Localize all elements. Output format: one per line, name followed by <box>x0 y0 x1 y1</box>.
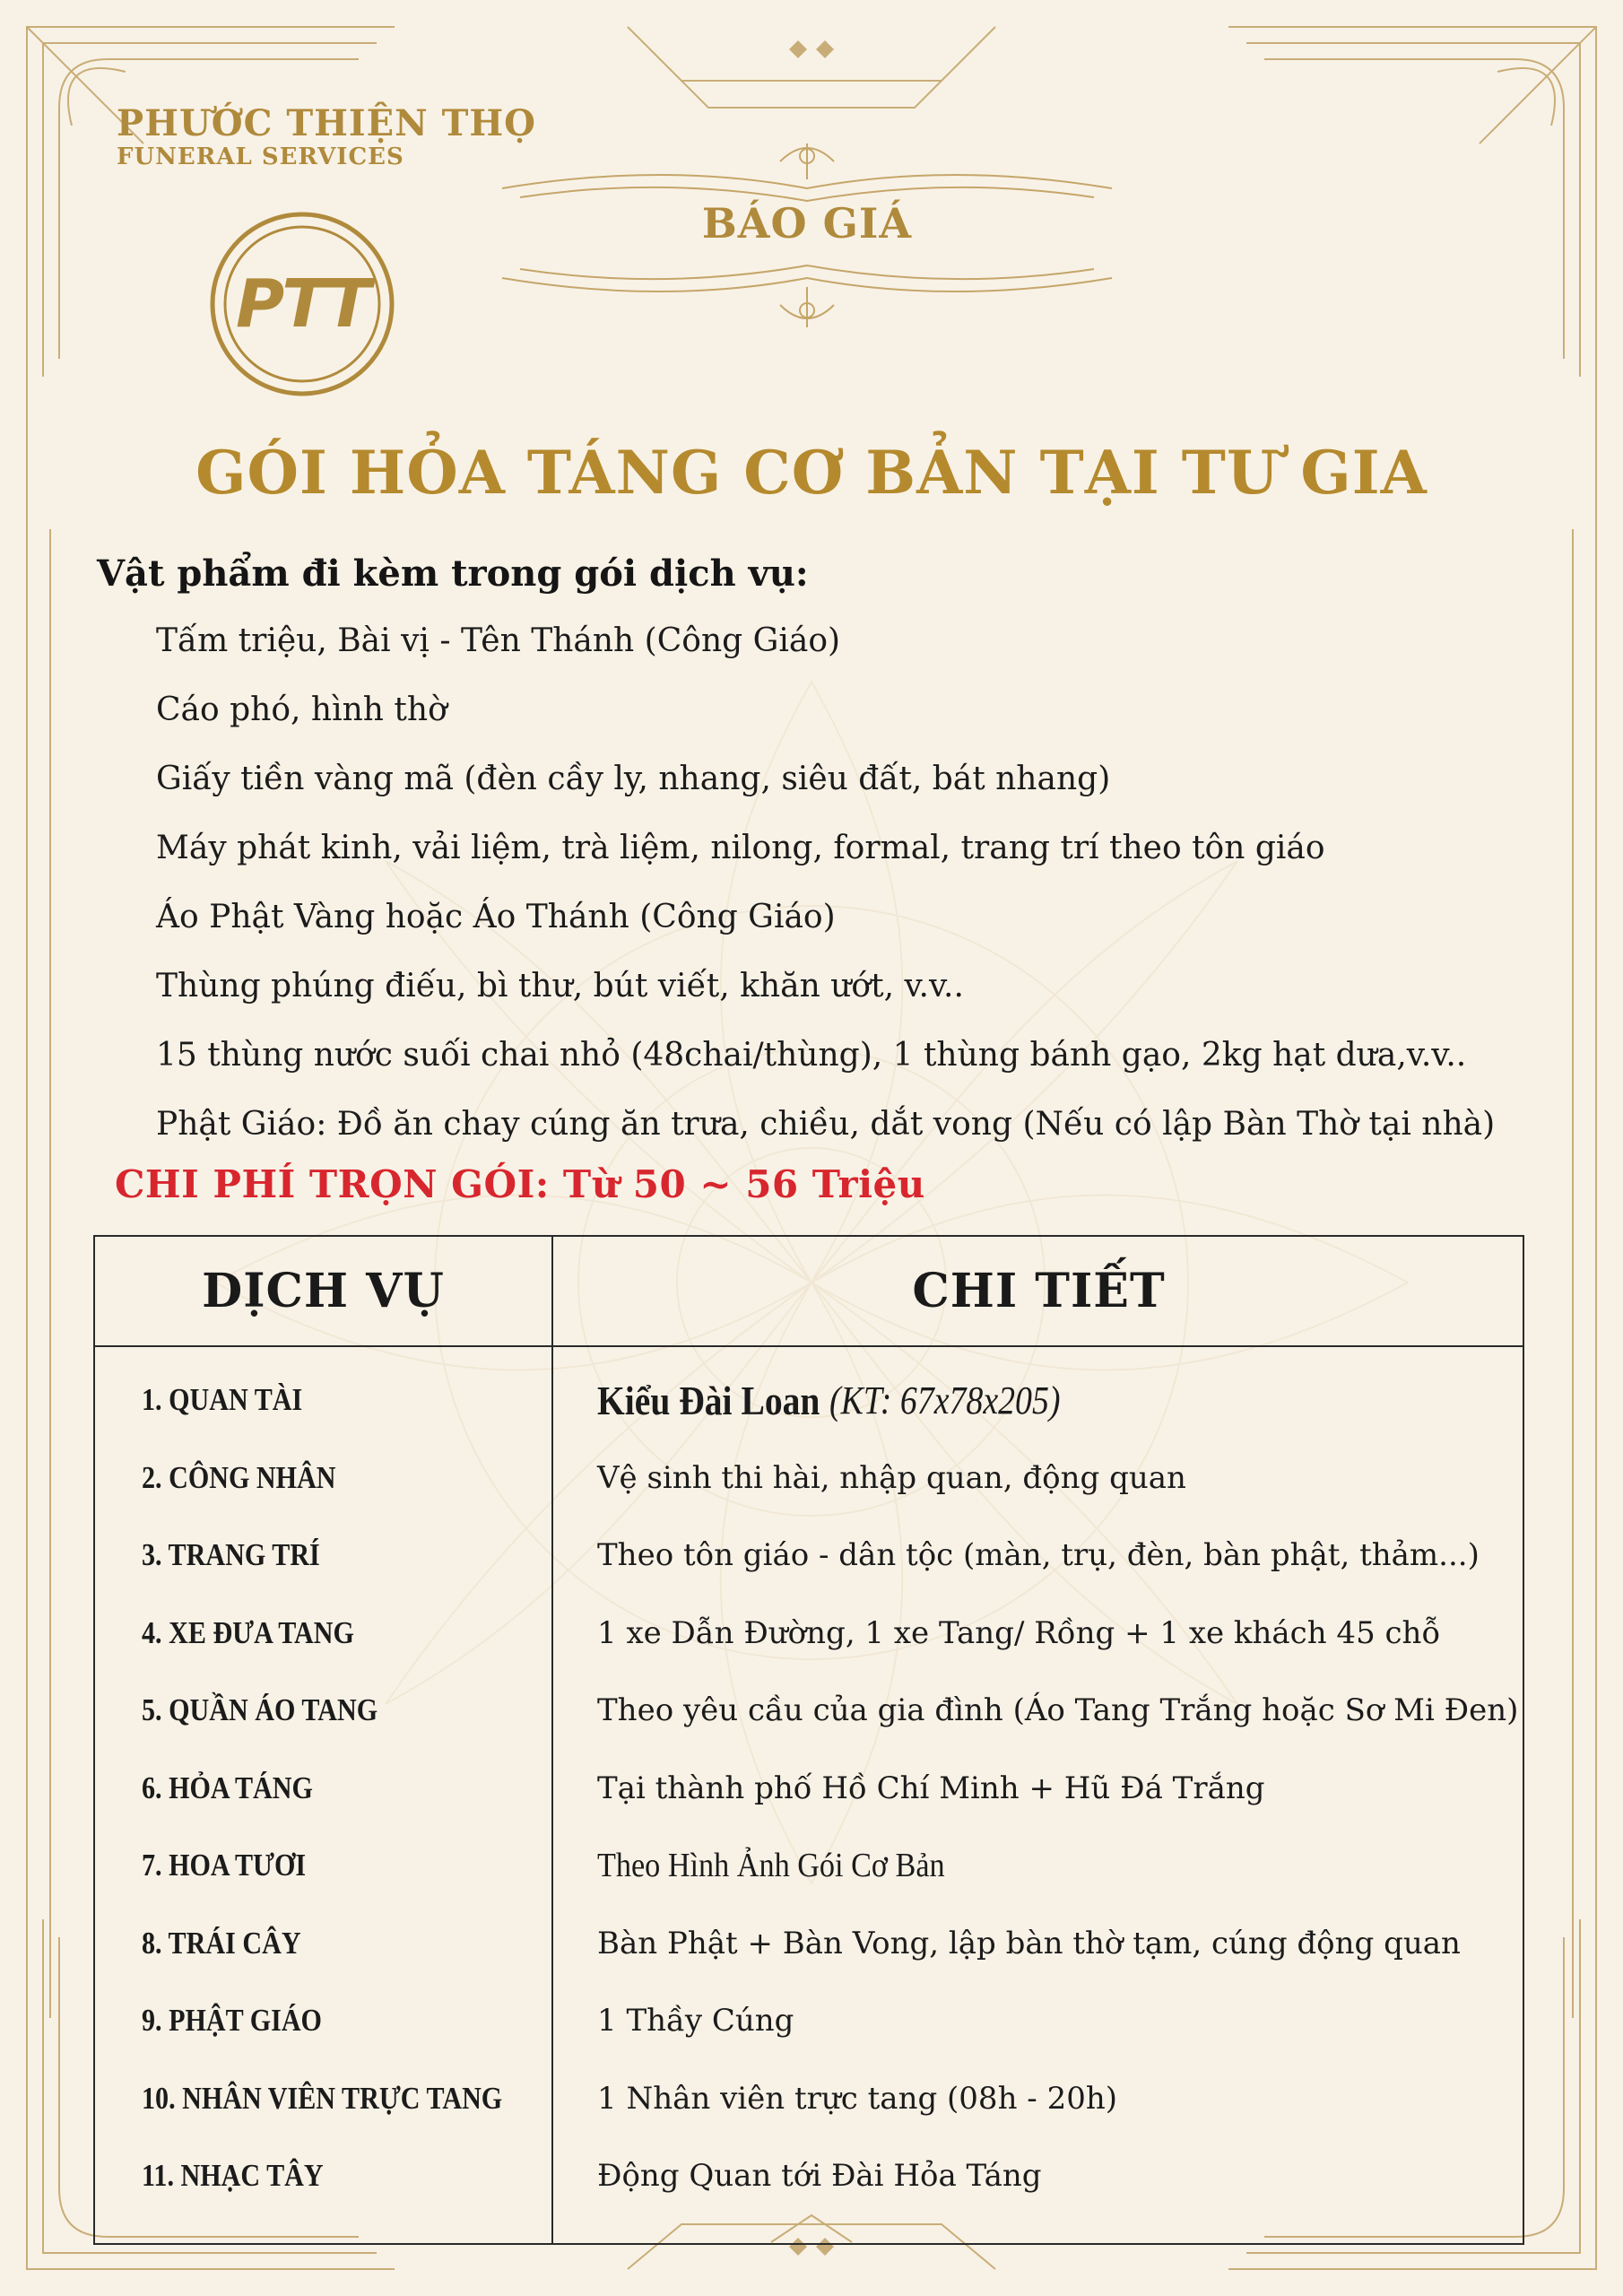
quote-title: BÁO GIÁ <box>701 199 913 248</box>
table-row <box>95 1526 1523 1605</box>
service-detail: Vệ sinh thi hài, nhập quan, động quan <box>597 1459 1186 1496</box>
service-name: 1. QUAN TÀI <box>142 1382 303 1417</box>
table-row <box>95 1760 1523 1838</box>
service-detail: Theo Hình Ảnh Gói Cơ Bản <box>597 1847 945 1884</box>
list-item: Máy phát kinh, vải liệm, trà liệm, nilong, formal, trang trí theo tôn giáo <box>156 830 1325 866</box>
company-logo <box>208 210 396 398</box>
service-detail: Theo yêu cầu của gia đình (Áo Tang Trắng hoặc Sơ Mi Đen) <box>597 1692 1519 1728</box>
service-detail <box>597 1371 1098 1429</box>
service-detail: 1 Thầy Cúng <box>597 2003 794 2039</box>
table-row <box>95 2070 1523 2148</box>
table-row <box>95 1682 1523 1760</box>
service-table <box>93 1235 1524 2245</box>
table-header-service: DỊCH VỤ <box>202 1264 445 1318</box>
table-row <box>95 1605 1523 1683</box>
list-item: 15 thùng nước suối chai nhỏ (48chai/thùng), 1 thùng bánh gạo, 2kg hạt dưa,v.v.. <box>156 1037 1467 1074</box>
package-price: CHI PHÍ TRỌN GÓI: Từ 50 ~ 56 Triệu <box>115 1162 925 1206</box>
service-detail: 1 xe Dẫn Đường, 1 xe Tang/ Rồng + 1 xe khách 45 chỗ <box>597 1614 1441 1651</box>
list-item: Giấy tiền vàng mã (đèn cầy ly, nhang, siêu đất, bát nhang) <box>156 761 1111 797</box>
list-item: Phật Giáo: Đồ ăn chay cúng ăn trưa, chiều, dắt vong (Nếu có lập Bàn Thờ tại nhà) <box>156 1106 1496 1143</box>
list-item: Tấm triệu, Bài vị - Tên Thánh (Công Giáo) <box>156 622 841 659</box>
service-name: 4. XE ĐƯA TANG <box>142 1614 354 1650</box>
service-name: 9. PHẬT GIÁO <box>142 2003 322 2038</box>
coffin-dimensions: (KT: 67x78x205) <box>829 1378 1061 1422</box>
table-row <box>95 1371 1523 1449</box>
logo-monogram: PTT <box>236 265 369 343</box>
service-name: 6. HỎA TÁNG <box>142 1770 313 1805</box>
service-name: 8. TRÁI CÂY <box>142 1925 301 1961</box>
table-row <box>95 1449 1523 1527</box>
brand-name: PHƯỚC THIỆN THỌ <box>117 102 537 144</box>
table-row <box>95 1837 1523 1915</box>
service-detail: Động Quan tới Đài Hỏa Táng <box>597 2158 1042 2194</box>
list-item: Áo Phật Vàng hoặc Áo Thánh (Công Giáo) <box>156 899 836 935</box>
table-row <box>95 2147 1523 2225</box>
service-detail: 1 Nhân viên trực tang (08h - 20h) <box>597 2080 1117 2117</box>
service-name: 10. NHÂN VIÊN TRỰC TANG <box>142 2080 503 2116</box>
service-detail: Bàn Phật + Bàn Vong, lập bàn thờ tạm, cúng động quan <box>597 1925 1461 1961</box>
coffin-style: Kiểu Đài Loan <box>597 1377 820 1423</box>
service-name: 3. TRANG TRÍ <box>142 1537 320 1572</box>
table-header-divider <box>95 1345 1523 1347</box>
service-name: 11. NHẠC TÂY <box>142 2158 324 2193</box>
table-row <box>95 1915 1523 1993</box>
list-item: Thùng phúng điếu, bì thư, bút viết, khăn ướt, v.v.. <box>156 968 964 1004</box>
items-heading: Vật phẩm đi kèm trong gói dịch vụ: <box>97 552 809 595</box>
service-detail: Tại thành phố Hồ Chí Minh + Hũ Đá Trắng <box>597 1770 1265 1806</box>
brand <box>117 102 619 170</box>
table-body <box>95 1371 1523 2225</box>
included-items-list <box>156 619 1495 1171</box>
table-header-detail: CHI TIẾT <box>912 1264 1166 1318</box>
list-item: Cáo phó, hình thờ <box>156 691 447 728</box>
brand-subtitle: FUNERAL SERVICES <box>117 144 404 170</box>
table-row <box>95 1992 1523 2070</box>
service-name: 2. CÔNG NHÂN <box>142 1459 336 1495</box>
service-name: 7. HOA TƯƠI <box>142 1848 307 1883</box>
service-name: 5. QUẦN ÁO TANG <box>142 1692 378 1727</box>
page-title: GÓI HỎA TÁNG CƠ BẢN TẠI TƯ GIA <box>195 438 1428 508</box>
service-detail: Theo tôn giáo - dân tộc (màn, trụ, đèn, bàn phật, thảm...) <box>597 1537 1480 1573</box>
